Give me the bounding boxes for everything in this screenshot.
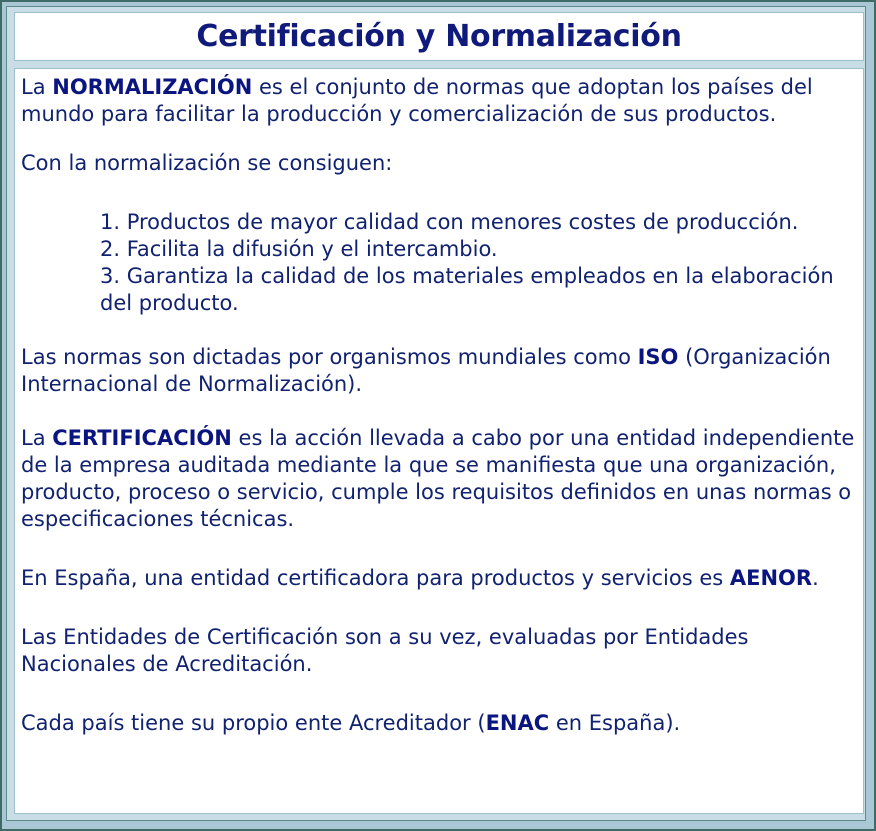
- spain-suffix: .: [812, 566, 819, 590]
- iso-suffix: (Organización Internacional de Normalización).: [21, 345, 831, 396]
- certification-text: es la acción llevada a cabo por una entidad independiente de la empresa auditada mediante la que se manifiesta que una organización, producto, proceso o servicio, cumple los requisitos definidos en unas normas o especificaciones técnicas.: [21, 426, 855, 531]
- enac-suffix: en España).: [549, 711, 681, 735]
- intro-paragraph: [21, 74, 863, 128]
- certification-term: CERTIFICACIÓN: [52, 426, 232, 450]
- benefit-item: 1. Productos de mayor calidad con menores costes de producción.: [100, 210, 799, 234]
- enac-term: ENAC: [485, 711, 550, 735]
- benefit-item: 3. Garantiza la calidad de los materiales empleados en la elaboración del producto.: [100, 264, 834, 315]
- certification-prefix: La: [21, 426, 53, 450]
- benefits-list: [21, 209, 863, 317]
- spain-term: AENOR: [729, 566, 813, 590]
- intro-prefix: La: [21, 75, 53, 99]
- iso-text: Las normas son dictadas por organismos mundiales como: [21, 345, 638, 369]
- page-title: Certificación y Normalización: [196, 19, 682, 54]
- accreditation-paragraph: Las Entidades de Certificación son a su vez, evaluadas por Entidades Nacionales de Acreditación.: [21, 625, 749, 676]
- title-bar: [14, 12, 864, 61]
- enac-paragraph: [21, 710, 863, 737]
- spain-paragraph: [21, 565, 863, 592]
- certification-paragraph: [21, 425, 863, 533]
- benefits-lead: Con la normalización se consiguen:: [21, 151, 393, 175]
- enac-text: Cada país tiene su propio ente Acreditador (: [21, 711, 486, 735]
- intro-text: es el conjunto de normas que adoptan los países del mundo para facilitar la producción y comercialización de sus productos.: [21, 75, 813, 126]
- content-panel: [14, 68, 864, 814]
- iso-paragraph: [21, 344, 863, 398]
- iso-term: ISO: [637, 345, 679, 369]
- spain-text: En España, una entidad certificadora para productos y servicios es: [21, 566, 730, 590]
- intro-term: NORMALIZACIÓN: [52, 75, 253, 99]
- benefit-item: 2. Facilita la difusión y el intercambio.: [100, 237, 498, 261]
